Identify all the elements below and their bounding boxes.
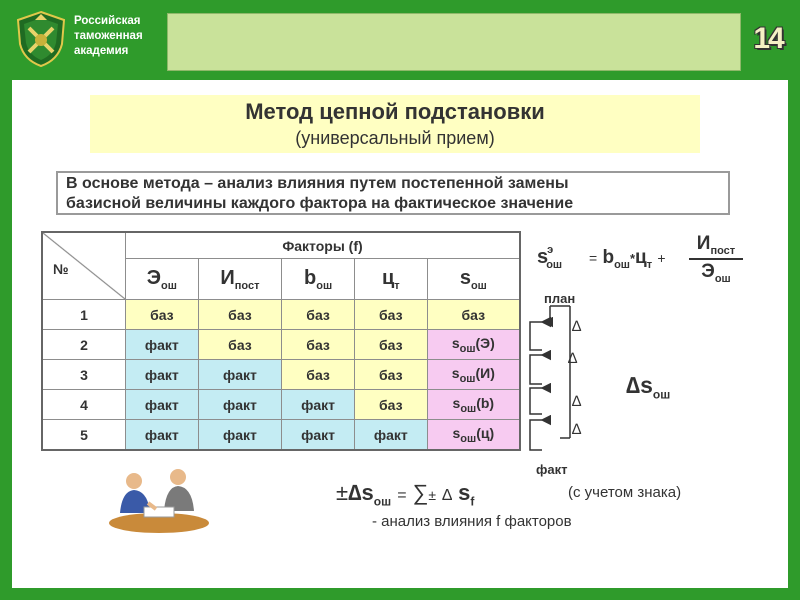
column-header — [198, 259, 282, 300]
s-factor: (И) — [475, 364, 495, 381]
table-cell — [427, 390, 520, 420]
table-cell: факт — [198, 390, 282, 420]
header-bar — [167, 13, 741, 71]
table-cell: факт — [198, 360, 282, 390]
table-row — [42, 360, 520, 390]
s-factor: (ц) — [476, 424, 495, 441]
table-cell: факт — [126, 420, 199, 451]
col-sub: ош — [161, 279, 177, 292]
column-header — [282, 259, 355, 300]
column-header — [354, 259, 427, 300]
sum-eq: = — [397, 487, 407, 504]
table-cell: баз — [282, 300, 355, 330]
formula-c: ц — [635, 247, 647, 268]
org-name-line: таможенная — [74, 30, 143, 42]
table-cell: баз — [354, 390, 427, 420]
s-symbol: s — [452, 394, 461, 411]
fraction-line — [689, 258, 743, 260]
sum-s-sub: f — [470, 494, 475, 509]
col-base: s — [459, 266, 471, 289]
sum-pm: ± — [336, 480, 349, 505]
factors-table — [41, 231, 521, 451]
row-number: 2 — [42, 330, 126, 360]
table-row — [42, 330, 520, 360]
num-base: И — [696, 233, 711, 254]
formula-s: s — [537, 246, 549, 268]
formula-b-sub: ош — [614, 258, 630, 271]
s-symbol: s — [451, 334, 460, 351]
formula-middle — [589, 247, 666, 271]
table-cell — [427, 360, 520, 390]
den-sub: ош — [714, 272, 731, 285]
row-number: 3 — [42, 360, 126, 390]
page-subtitle: (универсальный прием) — [295, 128, 495, 148]
table-cell: факт — [354, 420, 427, 451]
factors-header: Факторы (f) — [126, 232, 521, 259]
row-number: 4 — [42, 390, 126, 420]
s-symbol: s — [452, 424, 461, 441]
fact-label: факт — [536, 462, 568, 477]
cost-formula — [537, 233, 767, 287]
row-number: 1 — [42, 300, 126, 330]
num-sub: пост — [710, 244, 736, 257]
num-header-cell — [42, 232, 126, 300]
sign-note: (с учетом знака) — [568, 484, 682, 501]
table-cell — [427, 420, 520, 451]
table-cell: факт — [198, 420, 282, 451]
col-sub: т — [394, 279, 400, 292]
table-row — [42, 420, 520, 451]
delta-symbol: ∆ — [572, 318, 582, 335]
description-line: базисной величины каждого фактора на фактическое значение — [66, 195, 574, 212]
table-cell: факт — [282, 420, 355, 451]
s-sub: ош — [460, 432, 477, 445]
table-cell: факт — [282, 390, 355, 420]
sum-s: s — [458, 480, 471, 505]
formula-sub: ош — [546, 259, 563, 271]
table-cell: баз — [354, 360, 427, 390]
sum-delta-sub: ош — [373, 494, 392, 509]
delta-symbol: ∆ — [572, 393, 582, 410]
column-header — [427, 259, 520, 300]
sum-delta2: ∆ — [442, 487, 453, 504]
row-number: 5 — [42, 420, 126, 451]
description-line: В основе метода – анализ влияния путем постепенной замены — [66, 175, 569, 192]
table-cell: баз — [282, 360, 355, 390]
sum-pm2: ± — [428, 487, 437, 503]
customs-academy-emblem-icon — [14, 10, 68, 68]
page-title: Метод цепной подстановки — [245, 99, 545, 124]
s-symbol: s — [451, 364, 460, 381]
num-header: № — [53, 261, 69, 277]
method-description — [56, 171, 730, 215]
table-cell: факт — [126, 360, 199, 390]
sum-sigma: ∑ — [412, 480, 429, 505]
col-sub: ош — [470, 279, 487, 292]
slide-number: 14 — [753, 22, 783, 55]
col-base: Э — [146, 266, 162, 289]
formula-fraction — [689, 233, 743, 285]
formula-b: b — [602, 247, 615, 268]
fraction-denominator — [689, 261, 743, 285]
formula-lhs — [537, 246, 562, 271]
formula-c-sub: т — [646, 258, 653, 271]
formula-eq: = — [589, 250, 598, 266]
s-sub: ош — [460, 402, 477, 415]
column-header — [126, 259, 199, 300]
table-cell: факт — [126, 330, 199, 360]
total-delta-symbol: ∆s — [626, 372, 653, 398]
table-cell: факт — [126, 390, 199, 420]
org-name-line: академия — [74, 45, 129, 57]
table-cell: баз — [427, 300, 520, 330]
sum-delta: ∆s — [348, 480, 374, 505]
col-base: ц — [381, 266, 395, 289]
table-row — [42, 300, 520, 330]
formula-plus: + — [657, 250, 666, 266]
table-cell: баз — [126, 300, 199, 330]
s-sub: ош — [459, 372, 476, 385]
org-name-line: Российская — [74, 15, 141, 27]
formula-star: * — [629, 251, 636, 266]
s-factor: (Э) — [475, 334, 495, 351]
s-factor: (b) — [476, 394, 495, 411]
summary-note: - анализ влияния f факторов — [372, 513, 572, 530]
table-cell: баз — [282, 330, 355, 360]
delta-symbol: ∆ — [568, 350, 578, 367]
table-cell: баз — [198, 330, 282, 360]
delta-symbol: ∆ — [572, 421, 582, 438]
table-row — [42, 390, 520, 420]
s-sub: ош — [459, 342, 476, 355]
title-box — [90, 95, 700, 153]
table-cell: баз — [198, 300, 282, 330]
total-delta — [626, 372, 670, 402]
table-cell: баз — [354, 330, 427, 360]
plan-label: план — [544, 291, 576, 306]
business-meeting-clipart-icon — [104, 463, 214, 535]
summary-formula — [336, 480, 474, 508]
formula-sup: э — [547, 244, 554, 257]
org-name — [74, 14, 143, 59]
fraction-numerator — [689, 233, 743, 257]
total-delta-sub: ош — [652, 387, 671, 402]
table-cell — [427, 330, 520, 360]
den-base: Э — [701, 260, 715, 282]
col-sub: пост — [234, 279, 260, 292]
col-base: И — [220, 266, 235, 289]
col-base: b — [304, 266, 317, 289]
table-cell: баз — [354, 300, 427, 330]
chain-brackets — [520, 300, 610, 460]
col-sub: ош — [316, 279, 333, 292]
